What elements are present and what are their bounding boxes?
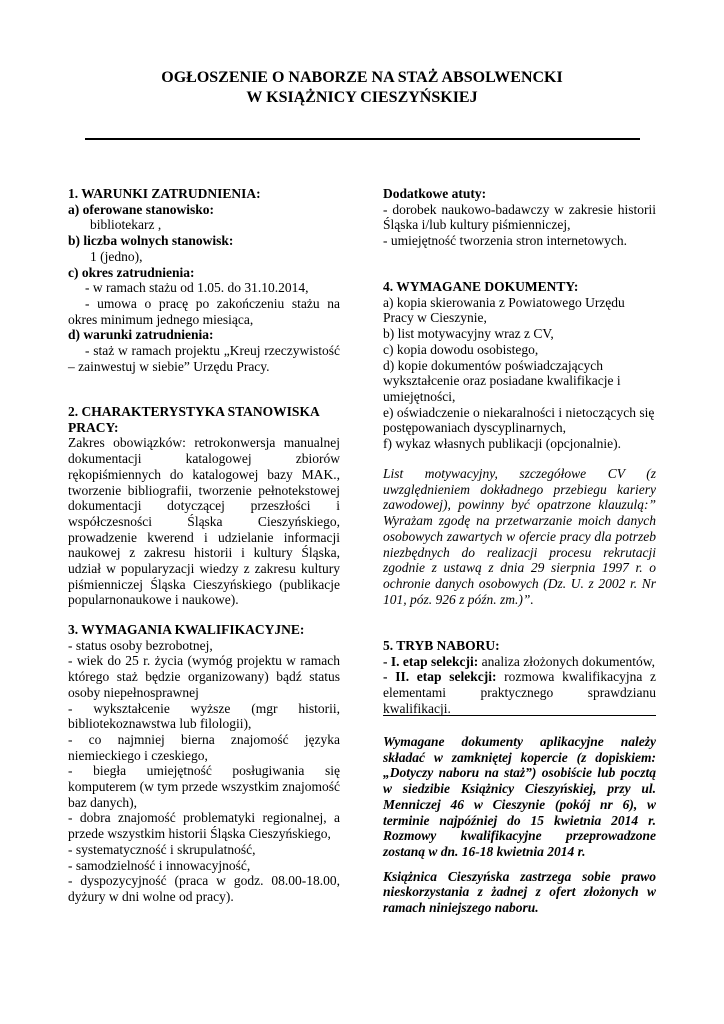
section-2-heading: 2. CHARAKTERYSTYKA STANOWISKA PRACY:: [68, 404, 319, 435]
list-item: - status osoby bezrobotnej,: [68, 637, 213, 653]
list-item: - systematyczność i skrupulatność,: [68, 841, 256, 857]
list-item: - dyspozycyjność (praca w godz. 08.00-18.00, dyżury w dni wolne od pracy).: [68, 873, 340, 904]
list-item: - biegła umiejętność posługiwania się komputerem (w tym przede wszystkim znajomość baz danych),: [68, 763, 340, 810]
employment-conditions-label: d) warunki zatrudnienia:: [68, 327, 214, 343]
section-required-documents: [383, 279, 656, 452]
section-position-description: [68, 404, 340, 608]
extras-heading: Dodatkowe atuty:: [383, 186, 487, 201]
list-item: a) kopia skierowania z Powiatowego Urzędu Pracy w Cieszynie,: [383, 294, 625, 326]
list-item: c) kopia dowodu osobistego,: [383, 341, 539, 357]
employment-period-item: - umowa o pracę po zakończeniu stażu na okres minimum jednego miesiąca,: [68, 295, 340, 327]
section-4-heading: 4. WYMAGANE DOKUMENTY:: [383, 279, 579, 294]
closing-notice: [383, 734, 656, 916]
employment-period-item: - w ramach stażu od 1.05. do 31.10.2014,: [85, 280, 309, 296]
section-1-heading: 1. WARUNKI ZATRUDNIENIA:: [68, 186, 261, 201]
offered-position-label: a) oferowane stanowisko:: [68, 201, 214, 217]
offered-position-value: bibliotekarz ,: [90, 217, 162, 233]
list-item: - dorobek naukowo-badawczy w zakresie historii Śląska i/lub kultury piśmienniczej,: [383, 201, 656, 233]
closing-divider: [383, 715, 656, 716]
vacancies-label: b) liczba wolnych stanowisk:: [68, 233, 234, 249]
list-item: - samodzielność i innowacyjność,: [68, 857, 251, 873]
list-item: - dobra znajomość problematyki regionalnej, a przede wszystkim historii Śląska Cieszyńskiego,: [68, 810, 340, 842]
section-3-heading: 3. WYMAGANIA KWALIFIKACYJNE:: [68, 622, 305, 637]
title-line-2: W KSIĄŻNICY CIESZYŃSKIEJ: [246, 89, 478, 106]
vacancies-value: 1 (jedno),: [90, 248, 143, 264]
list-item: d) kopie dokumentów poświadczających wykształcenie oraz posiadane kwalifikacje i umiejętności,: [383, 357, 621, 404]
list-item: - wykształcenie wyższe (mgr historii, bibliotekoznawstwa lub filologii),: [68, 700, 340, 732]
stage-1-text: analiza złożonych dokumentów,: [478, 653, 656, 669]
list-item: - co najmniej bierna znajomość języka niemieckiego i czeskiego,: [68, 731, 340, 763]
selection-stage-1: [383, 654, 656, 670]
stage-2-text: rozmowa kwalifikacyjna z elementami praktycznego sprawdzianu kwalifikacji.: [383, 669, 657, 716]
section-employment-conditions: [68, 186, 340, 374]
stage-1-label: - I. etap selekcji:: [383, 653, 479, 669]
duties-paragraph: Zakres obowiązków: retrokonwersja manualnej dokumentacji katalogowej zbiorów rękopiśmiennych do katalogowej bazy MAK., tworzenie bibliografii, tworzenie pełnotekstowej dokumentacji dotyczącej przeszłości i współczesności Śląska Cieszyńskiego, prowadzenie kwerend i udzielanie informacji naukowej z zakresu historii i kultury Śląska, udział w popularyzacji wiedzy z zakresu kultury piśmienniczej Śląska Cieszyńskiego (publikacje popularnonaukowe i naukowe).: [68, 435, 340, 608]
application-instructions: Wymagane dokumenty aplikacyjne należy składać w zamkniętej kopercie (z dopiskiem: „Dotyczy naboru na staż”) osobiście lub pocztą w siedzibie Książnicy Cieszyńskiej, przy ul. Menniczej 46 w Cieszynie (pokój nr 6), w terminie najpóźniej do 15 kwietnia 2014 r. Rozmowy kwalifikacyjne przeprowadzone zostaną w dn. 16-18 kwietnia 2014 r.: [383, 734, 656, 859]
cv-clause-paragraph: List motywacyjny, szczegółowe CV (z uwzględnieniem dokładnego przebiegu kariery zawodowej), powinny być opatrzone klauzulą:” Wyrażam zgodę na przetwarzanie moich danych osobowych zawartych w ofercie pracy dla potrzeb niezbędnych do realizacji procesu rekrutacji zgodnie z ustawą z dnia 29 sierpnia 1997 r. o ochronie danych osobowych (Dz. U. z 2002 r. Nr 101, póz. 926 z późn. zm.)”.: [383, 466, 656, 607]
section-additional-assets: [383, 186, 656, 249]
list-item: f) wykaz własnych publikacji (opcjonalnie).: [383, 436, 622, 452]
list-item: - umiejętność tworzenia stron internetowych.: [383, 233, 628, 249]
list-item: e) oświadczenie o niekaralności i nietoczących się postępowaniach dyscyplinarnych,: [383, 404, 655, 436]
title-divider: [85, 138, 640, 140]
section-5-heading: 5. TRYB NABORU:: [383, 638, 500, 653]
list-item: b) list motywacyjny wraz z CV,: [383, 326, 554, 342]
list-item: - wiek do 25 r. życia (wymóg projektu w ramach którego staż będzie organizowany) bądź status osoby niepełnosprawnej: [68, 653, 340, 700]
cv-clause-note: [383, 466, 656, 607]
reservation-notice: Książnica Cieszyńska zastrzega sobie prawo nieskorzystania z żadnej z ofert złożonych w ramach niniejszego naboru.: [383, 868, 656, 916]
employment-period-label: c) okres zatrudnienia:: [68, 264, 195, 280]
selection-stage-2: [383, 669, 656, 716]
document-title: [0, 68, 724, 108]
section-recruitment-mode: [383, 638, 656, 717]
section-qualifications: [68, 622, 340, 905]
stage-2-label: - II. etap selekcji:: [383, 669, 497, 685]
employment-conditions-item: - staż w ramach projektu „Kreuj rzeczywistość – zainwestuj w siebie” Urzędu Pracy.: [68, 343, 340, 374]
title-line-1: OGŁOSZENIE O NABORZE NA STAŻ ABSOLWENCKI: [161, 69, 563, 86]
